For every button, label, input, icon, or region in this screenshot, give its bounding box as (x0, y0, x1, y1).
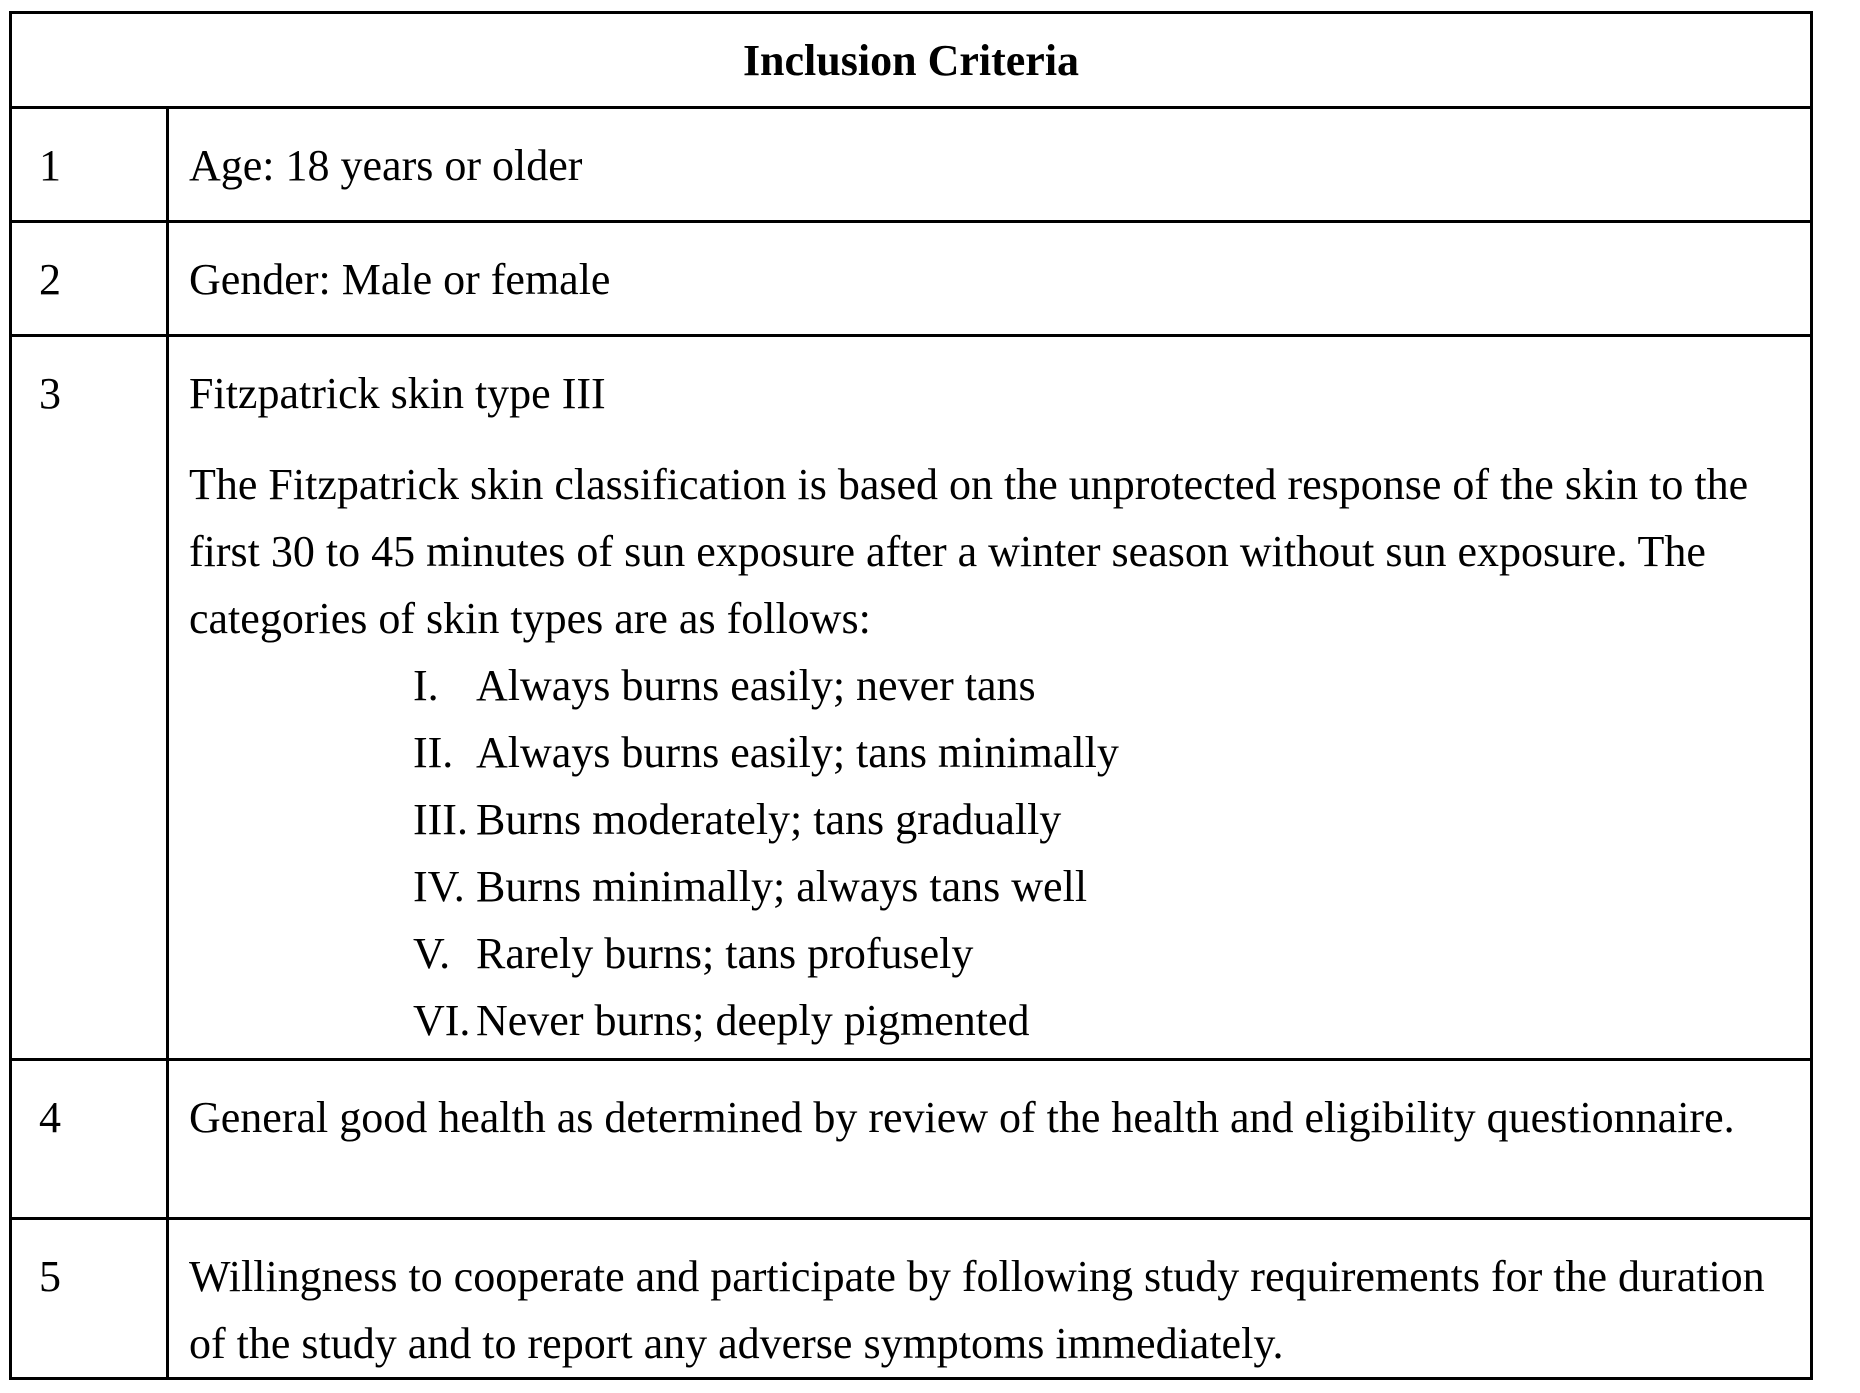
row-criterion: Gender: Male or female (168, 222, 1812, 336)
list-numeral: III. (413, 786, 476, 853)
row-number: 5 (11, 1219, 168, 1379)
row-number: 3 (11, 336, 168, 1060)
list-numeral: I. (413, 652, 476, 719)
row-number: 2 (11, 222, 168, 336)
skin-type-list (413, 652, 1770, 1054)
list-text: Never burns; deeply pigmented (476, 987, 1030, 1054)
row-criterion: Fitzpatrick skin type III (189, 360, 1770, 427)
table-title: Inclusion Criteria (11, 13, 1812, 108)
inclusion-criteria-table (9, 11, 1813, 1380)
table-header-row (11, 13, 1812, 108)
row-criterion: Willingness to cooperate and participate by following study requirements for the duration of the study and to report any adverse symptoms immediately. (168, 1219, 1812, 1379)
list-item (413, 719, 1770, 786)
list-text: Always burns easily; tans minimally (476, 719, 1119, 786)
list-text: Always burns easily; never tans (476, 652, 1036, 719)
table-row (11, 108, 1812, 222)
criterion-description: The Fitzpatrick skin classification is based on the unprotected response of the skin to the first 30 to 45 minutes of sun exposure after a winter season without sun exposure. The categories of skin types are as follows: (189, 451, 1770, 652)
table-row (11, 1060, 1812, 1219)
row-criterion: Age: 18 years or older (168, 108, 1812, 222)
list-text: Burns minimally; always tans well (476, 853, 1087, 920)
list-numeral: VI. (413, 987, 476, 1054)
row-criterion: General good health as determined by review of the health and eligibility questionnaire. (168, 1060, 1812, 1219)
table-row (11, 222, 1812, 336)
table-row (11, 336, 1812, 1060)
list-item (413, 652, 1770, 719)
row-number: 1 (11, 108, 168, 222)
list-numeral: V. (413, 920, 476, 987)
table-row (11, 1219, 1812, 1379)
list-item (413, 920, 1770, 987)
list-numeral: IV. (413, 853, 476, 920)
list-text: Rarely burns; tans profusely (476, 920, 973, 987)
list-item (413, 987, 1770, 1054)
list-item (413, 853, 1770, 920)
row-criterion-cell (168, 336, 1812, 1060)
list-numeral: II. (413, 719, 476, 786)
list-item (413, 786, 1770, 853)
row-number: 4 (11, 1060, 168, 1219)
list-text: Burns moderately; tans gradually (476, 786, 1061, 853)
